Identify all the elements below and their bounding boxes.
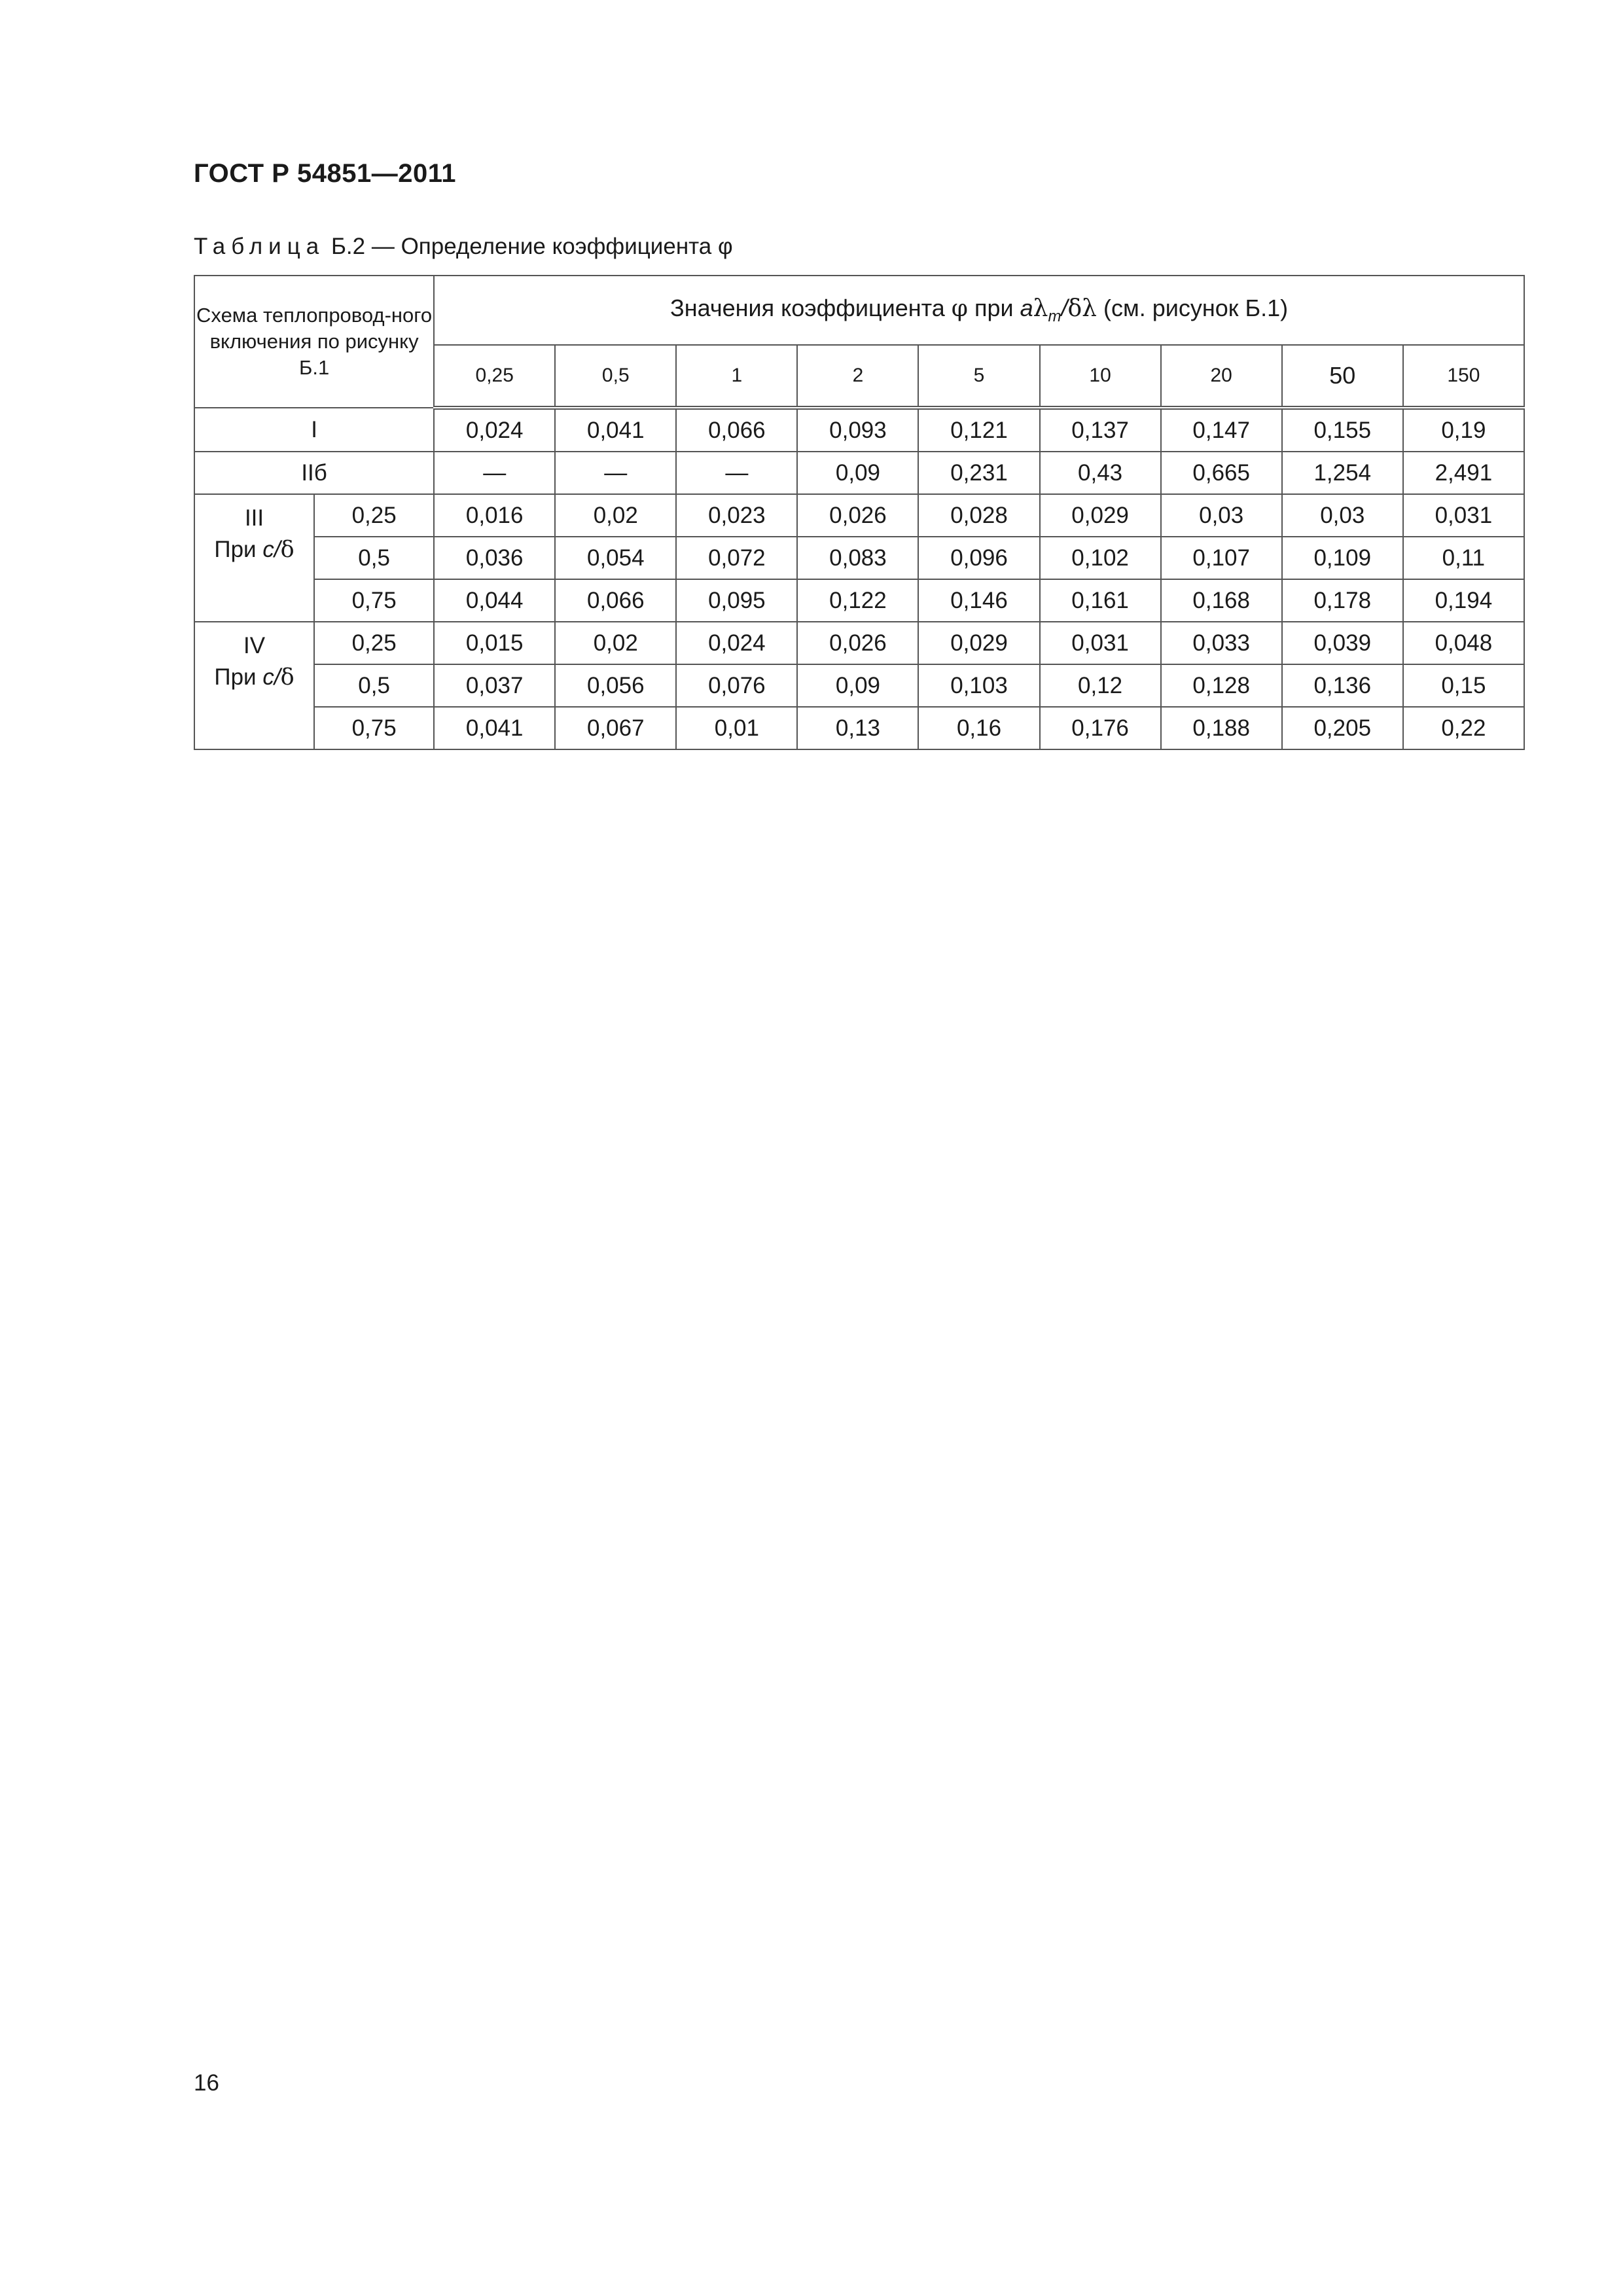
table-cell: 0,044 (434, 579, 555, 622)
table-cell: 0,024 (434, 408, 555, 452)
table-cell: 0,036 (434, 537, 555, 579)
row-label: I (194, 408, 434, 452)
table-cell: 0,147 (1161, 408, 1282, 452)
table-cell: 0,03 (1282, 494, 1403, 537)
table-row (194, 664, 1524, 707)
table-cell: 0,176 (1040, 707, 1161, 749)
table-cell: 0,093 (797, 408, 918, 452)
table-body (194, 408, 1524, 749)
group-sublabel (195, 662, 313, 693)
table-cell: 0,168 (1161, 579, 1282, 622)
delta-lambda-symbol: δλ (1067, 295, 1097, 322)
slash-symbol: / (274, 664, 281, 690)
table-cell: 0,031 (1403, 494, 1524, 537)
table-row (194, 579, 1524, 622)
table-cell: 1,254 (1282, 452, 1403, 494)
table-cell: 0,023 (676, 494, 797, 537)
table-cell: 0,137 (1040, 408, 1161, 452)
values-header-text-2: при (967, 295, 1020, 321)
table-cell: 0,188 (1161, 707, 1282, 749)
table-cell: 0,066 (555, 579, 676, 622)
table-cell: 0,102 (1040, 537, 1161, 579)
table-cell: 0,16 (918, 707, 1039, 749)
column-header: 10 (1040, 345, 1161, 408)
table-cell: 0,43 (1040, 452, 1161, 494)
table-caption (194, 234, 733, 260)
table-cell: 0,026 (797, 494, 918, 537)
c-delta-value: 0,75 (314, 707, 434, 749)
table-cell: 0,02 (555, 494, 676, 537)
table-cell: 0,161 (1040, 579, 1161, 622)
c-delta-value: 0,5 (314, 537, 434, 579)
coefficient-table (194, 275, 1525, 750)
delta-symbol: δ (280, 664, 294, 691)
table-cell: — (434, 452, 555, 494)
table-cell: 0,016 (434, 494, 555, 537)
table-cell: 0,041 (434, 707, 555, 749)
table-cell: — (555, 452, 676, 494)
table-cell: 0,037 (434, 664, 555, 707)
table-cell: 0,665 (1161, 452, 1282, 494)
group-label: III (244, 505, 264, 531)
group-label-cell (194, 494, 314, 622)
c-delta-value: 0,75 (314, 579, 434, 622)
table-row (194, 408, 1524, 452)
table-cell: 0,19 (1403, 408, 1524, 452)
table-cell: 0,09 (797, 452, 918, 494)
group-label: IV (243, 633, 266, 658)
table-cell: 0,029 (1040, 494, 1161, 537)
c-delta-value: 0,5 (314, 664, 434, 707)
phi-symbol: φ (951, 295, 968, 322)
table-cell: 0,026 (797, 622, 918, 664)
group-label-cell (194, 622, 314, 749)
scheme-header: Схема теплопровод-ного включения по рисунку Б.1 (194, 276, 434, 408)
table-cell: 0,121 (918, 408, 1039, 452)
table-cell: 2,491 (1403, 452, 1524, 494)
table-cell: 0,178 (1282, 579, 1403, 622)
table-caption-prefix: Таблица (194, 234, 325, 259)
table-cell: 0,039 (1282, 622, 1403, 664)
table-cell: 0,11 (1403, 537, 1524, 579)
c-symbol: c (262, 664, 274, 690)
table-cell: 0,136 (1282, 664, 1403, 707)
c-delta-value: 0,25 (314, 622, 434, 664)
column-header: 0,25 (434, 345, 555, 408)
document-header: ГОСТ Р 54851—2011 (194, 159, 456, 188)
row-label: IIб (194, 452, 434, 494)
table-cell: 0,072 (676, 537, 797, 579)
table-cell: 0,066 (676, 408, 797, 452)
table-cell: 0,12 (1040, 664, 1161, 707)
group-sublabel-prefix: При (214, 664, 263, 690)
table-cell: 0,22 (1403, 707, 1524, 749)
table-cell: 0,01 (676, 707, 797, 749)
table-cell: 0,033 (1161, 622, 1282, 664)
table-cell: 0,02 (555, 622, 676, 664)
table-caption-title: Б.2 — Определение коэффициента φ (325, 234, 733, 259)
table-cell: 0,028 (918, 494, 1039, 537)
table-row (194, 707, 1524, 749)
table-cell: 0,103 (918, 664, 1039, 707)
table-row (194, 452, 1524, 494)
table-cell: 0,067 (555, 707, 676, 749)
table-cell: 0,03 (1161, 494, 1282, 537)
table-cell: 0,024 (676, 622, 797, 664)
table-cell: 0,076 (676, 664, 797, 707)
table-cell: 0,09 (797, 664, 918, 707)
table-cell: 0,128 (1161, 664, 1282, 707)
table-cell: — (676, 452, 797, 494)
column-header: 50 (1282, 345, 1403, 408)
table-cell: 0,146 (918, 579, 1039, 622)
table-row (194, 622, 1524, 664)
column-header: 20 (1161, 345, 1282, 408)
table-cell: 0,054 (555, 537, 676, 579)
lambda-symbol: λ (1033, 295, 1048, 322)
table-cell: 0,231 (918, 452, 1039, 494)
table-cell: 0,15 (1403, 664, 1524, 707)
page-number: 16 (194, 2070, 219, 2096)
table-cell: 0,041 (555, 408, 676, 452)
table-cell: 0,056 (555, 664, 676, 707)
table-cell: 0,205 (1282, 707, 1403, 749)
column-header: 1 (676, 345, 797, 408)
coefficient-table-container (194, 275, 1525, 750)
group-sublabel (195, 534, 313, 565)
table-cell: 0,155 (1282, 408, 1403, 452)
column-header: 0,5 (555, 345, 676, 408)
slash-symbol: / (1061, 295, 1068, 321)
table-cell: 0,109 (1282, 537, 1403, 579)
table-cell: 0,13 (797, 707, 918, 749)
group-sublabel-prefix: При (214, 537, 263, 562)
values-header (434, 276, 1524, 345)
a-symbol: a (1020, 295, 1033, 321)
table-cell: 0,029 (918, 622, 1039, 664)
values-header-text-3: (см. рисунок Б.1) (1096, 295, 1289, 321)
table-cell: 0,096 (918, 537, 1039, 579)
values-header-text-1: Значения коэффициента (670, 295, 952, 321)
table-cell: 0,194 (1403, 579, 1524, 622)
subscript-m: m (1048, 308, 1061, 325)
table-cell: 0,031 (1040, 622, 1161, 664)
column-header: 2 (797, 345, 918, 408)
table-row (194, 537, 1524, 579)
column-header: 5 (918, 345, 1039, 408)
table-cell: 0,122 (797, 579, 918, 622)
c-symbol: c (262, 537, 274, 562)
table-row (194, 494, 1524, 537)
slash-symbol: / (274, 537, 281, 562)
table-cell: 0,095 (676, 579, 797, 622)
table-cell: 0,107 (1161, 537, 1282, 579)
c-delta-value: 0,25 (314, 494, 434, 537)
column-header: 150 (1403, 345, 1524, 408)
delta-symbol: δ (280, 537, 294, 563)
table-cell: 0,015 (434, 622, 555, 664)
table-cell: 0,048 (1403, 622, 1524, 664)
table-cell: 0,083 (797, 537, 918, 579)
